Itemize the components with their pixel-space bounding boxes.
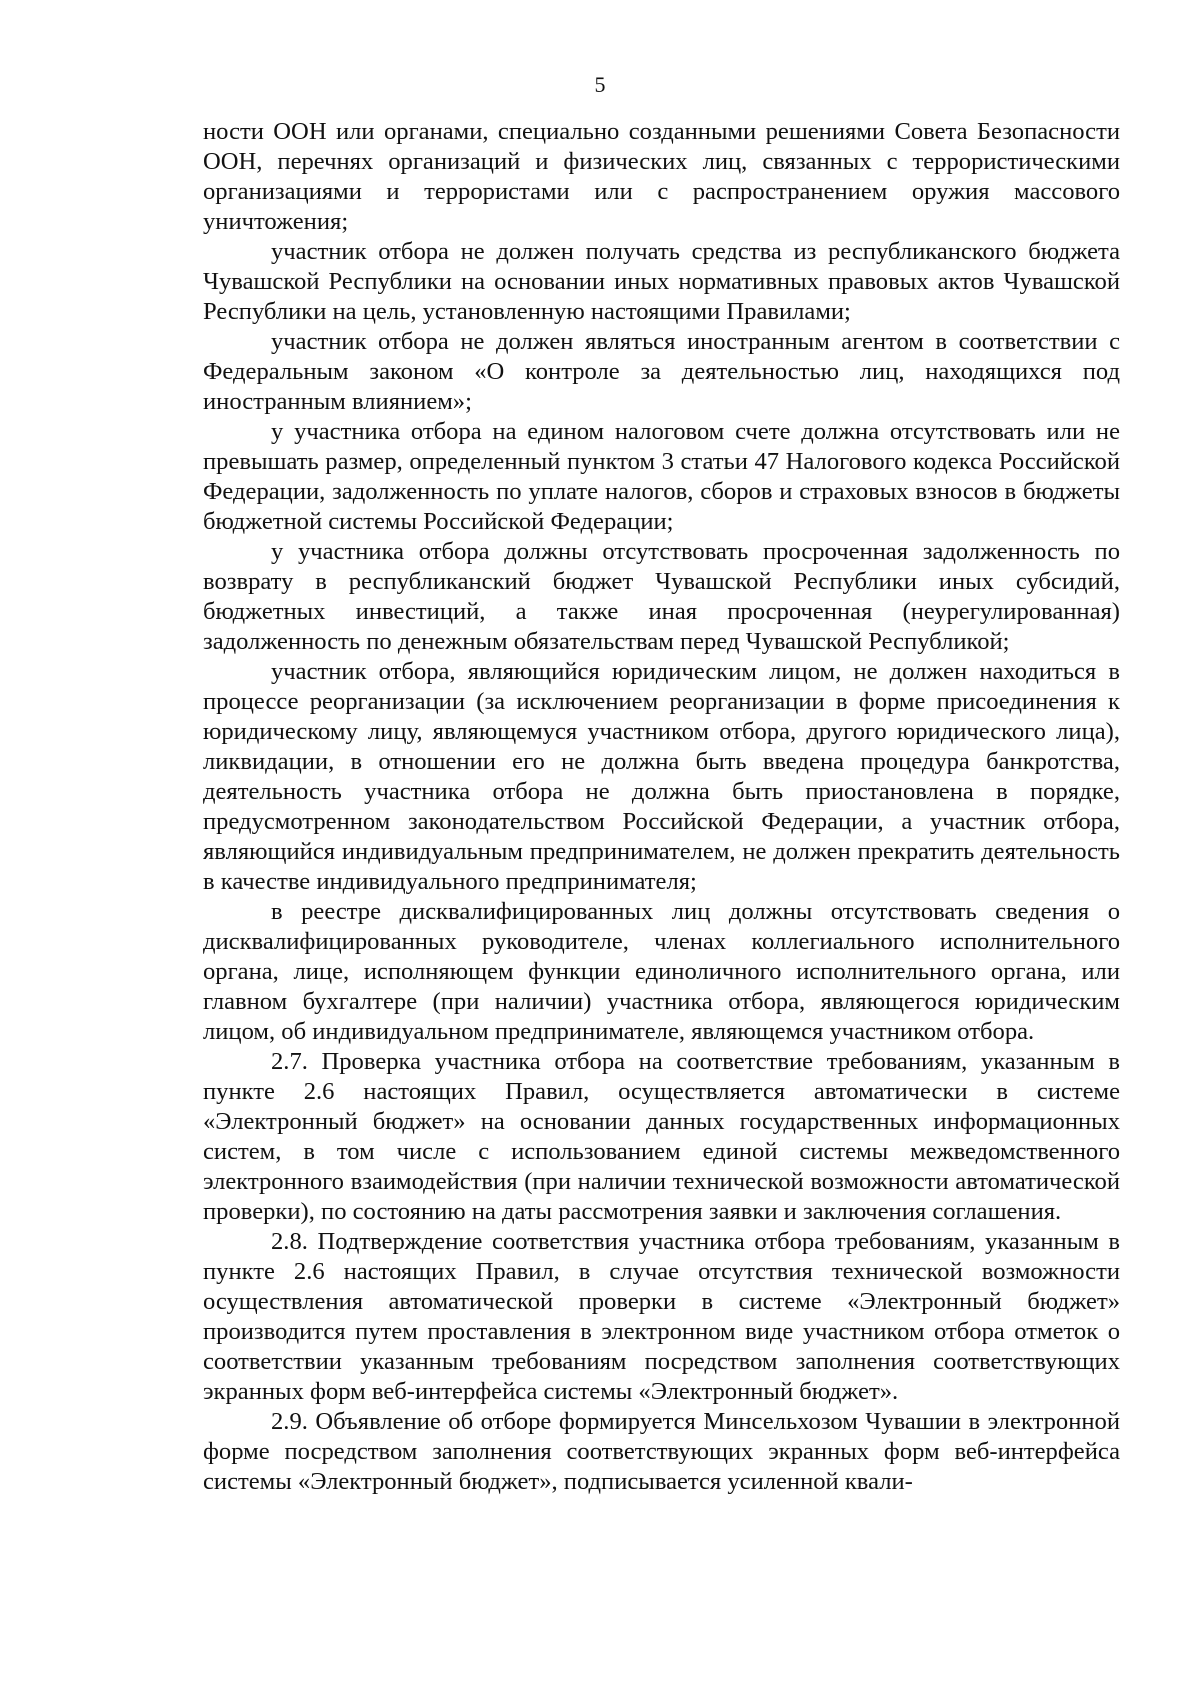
paragraph-2-8: 2.8. Подтверждение соответствия участника отбора требованиям, указанным в пункте 2.6 настоящих Правил, в случае отсутствия технической возможности осуществления автоматической проверки в системе «Электронный бюджет» производится путем проставления в электронном виде участником отбора отметок о соответствии указанным требованиям посредством заполнения соответствующих экранных форм веб-интерфейса системы «Электронный бюджет». (203, 1228, 1120, 1405)
paragraph-continued: ности ООН или органами, специально созданными решениями Совета Безопасности ООН, перечнях организаций и физических лиц, связанных с террористическими организациями и террористами или с распространением оружия массового уничтожения; (203, 118, 1120, 235)
paragraph-2-7: 2.7. Проверка участника отбора на соответствие требованиям, указанным в пункте 2.6 настоящих Правил, осуществляется автоматически в системе «Электронный бюджет» на основании данных государственных информационных систем, в том числе с использованием единой системы межведомственного электронного взаимодействия (при наличии технической возможности автоматической проверки), по состоянию на даты рассмотрения заявки и заключения соглашения. (203, 1048, 1120, 1225)
paragraph: у участника отбора должны отсутствовать просроченная задолженность по возврату в республиканский бюджет Чувашской Республики иных субсидий, бюджетных инвестиций, а также иная просроченная (неурегулированная) задолженность по денежным обязательствам перед Чувашской Республикой; (203, 538, 1120, 655)
paragraph: участник отбора не должен являться иностранным агентом в соответствии с Федеральным законом «О контроле за деятельностью лиц, находящихся под иностранным влиянием»; (203, 328, 1120, 415)
paragraph: у участника отбора на едином налоговом счете должна отсутствовать или не превышать размер, определенный пунктом 3 статьи 47 Налогового кодекса Российской Федерации, задолженность по уплате налогов, сборов и страховых взносов в бюджеты бюджетной системы Российской Федерации; (203, 418, 1120, 535)
paragraph-2-9: 2.9. Объявление об отборе формируется Минсельхозом Чувашии в электронной форме посредством заполнения соответствующих экранных форм веб-интерфейса системы «Электронный бюджет», подписывается усиленной квали- (203, 1408, 1120, 1495)
paragraph: участник отбора не должен получать средства из республиканского бюджета Чувашской Республики на основании иных нормативных правовых актов Чувашской Республики на цель, установленную настоящими Правилами; (203, 238, 1120, 325)
paragraph: в реестре дисквалифицированных лиц должны отсутствовать сведения о дисквалифицированных руководителе, членах коллегиального исполнительного органа, лице, исполняющем функции единоличного исполнительного органа, или главном бухгалтере (при наличии) участника отбора, являющегося юридическим лицом, об индивидуальном предпринимателе, являющемся участником отбора. (203, 898, 1120, 1045)
paragraph: участник отбора, являющийся юридическим лицом, не должен находиться в процессе реорганизации (за исключением реорганизации в форме присоединения к юридическому лицу, являющемуся участником отбора, другого юридического лица), ликвидации, в отношении его не должна быть введена процедура банкротства, деятельность участника отбора не должна быть приостановлена в порядке, предусмотренном законодательством Российской Федерации, а участник отбора, являющийся индивидуальным предпринимателем, не должен прекратить деятельность в качестве индивидуального предпринимателя; (203, 658, 1120, 895)
page-number: 5 (594, 72, 606, 97)
document-body (203, 117, 1120, 1497)
